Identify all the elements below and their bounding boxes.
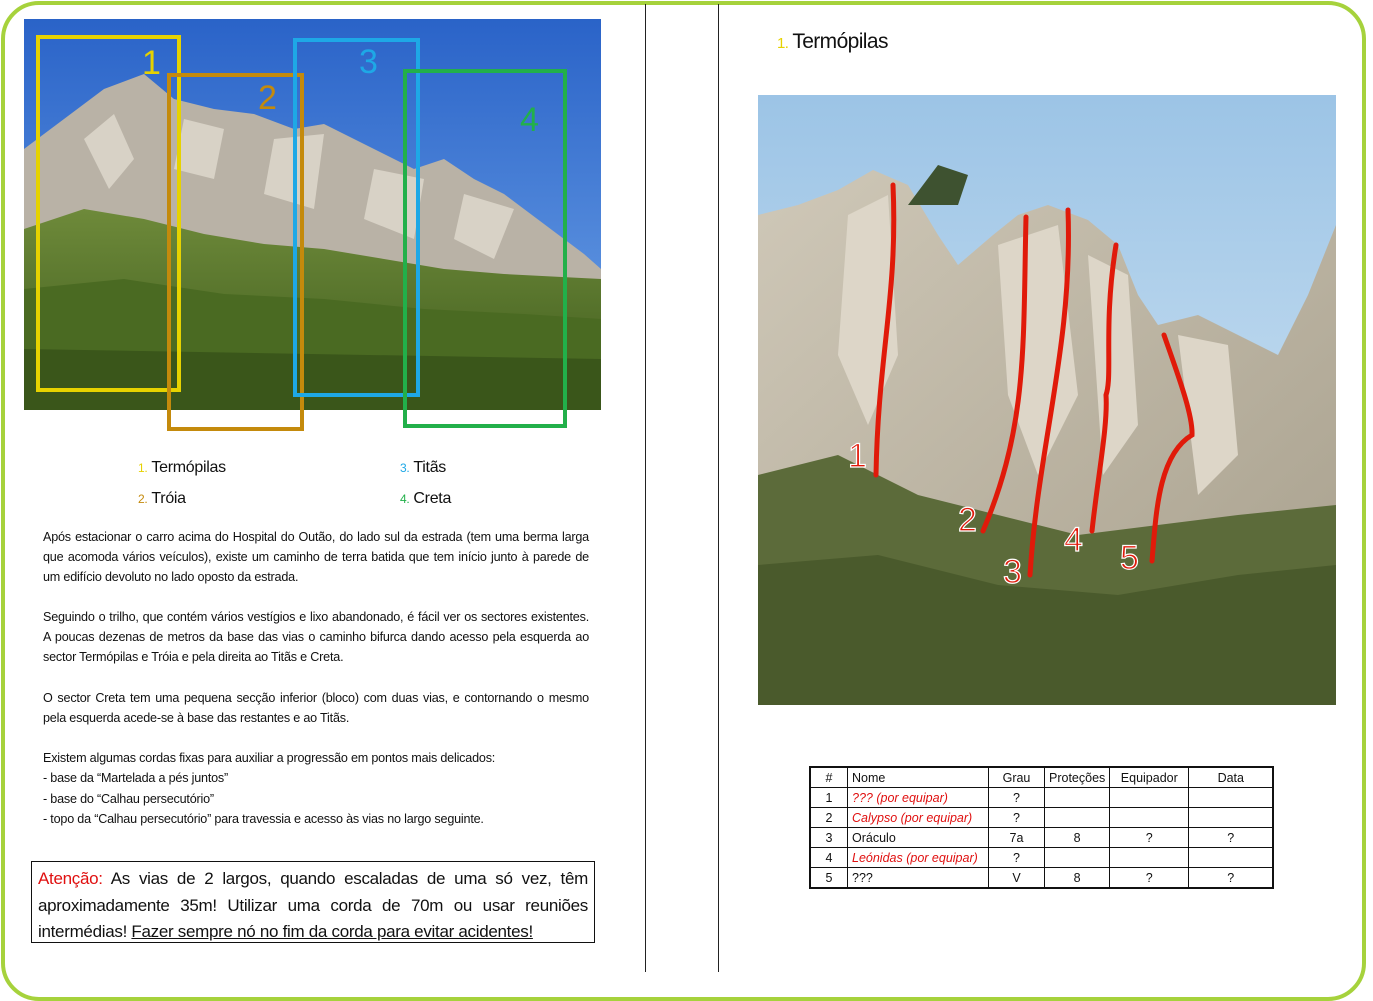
route-label-4: 4 bbox=[1064, 521, 1083, 559]
legend-titas: 3. Titãs bbox=[400, 459, 447, 476]
cell-equipper: ? bbox=[1110, 868, 1189, 889]
col-header-protections: Proteções bbox=[1045, 767, 1110, 788]
cell-grade: ? bbox=[989, 848, 1045, 868]
col-header-number: # bbox=[810, 767, 848, 788]
cell-number: 4 bbox=[810, 848, 848, 868]
table-row bbox=[810, 868, 1273, 889]
warning-label: Atenção: bbox=[38, 869, 103, 888]
legend-label: Titãs bbox=[413, 459, 447, 476]
cell-date bbox=[1189, 788, 1274, 808]
title-number: 1. bbox=[777, 35, 789, 52]
warning-box bbox=[31, 861, 595, 943]
sector-photo-label-4: 4 bbox=[520, 101, 539, 139]
warning-text: As vias de 2 largos, quando escaladas de uma só vez, têm aproximadamente 35m! Utilizar uma corda de 70m ou usar reuniões intermédias! bbox=[38, 869, 588, 941]
cell-name: Leónidas (por equipar) bbox=[848, 848, 989, 868]
legend-label: Tróia bbox=[151, 490, 186, 507]
table-row bbox=[810, 848, 1273, 868]
page-title bbox=[777, 30, 888, 54]
page-divider-left bbox=[645, 4, 646, 972]
legend-creta: 4. Creta bbox=[400, 490, 452, 507]
paragraph-trail: Seguindo o trilho, que contém vários vestígios e lixo abandonado, é fácil ver os sectores existentes. A poucas dezenas de metros da base das vias o caminho bifurca dando acesso pela esquerda ao sector Termópilas e Tróia e pela direita ao Titãs e Creta. bbox=[43, 610, 589, 664]
cell-number: 3 bbox=[810, 828, 848, 848]
sector-box-termopilas bbox=[36, 35, 181, 392]
cell-equipper: ? bbox=[1110, 828, 1189, 848]
cell-date: ? bbox=[1189, 868, 1274, 889]
table-row bbox=[810, 808, 1273, 828]
termopilas-topo-photo bbox=[758, 95, 1336, 705]
cell-grade: 7a bbox=[989, 828, 1045, 848]
route-label-3: 3 bbox=[1003, 553, 1022, 591]
cell-protections bbox=[1045, 788, 1110, 808]
sector-box-troia bbox=[167, 73, 304, 431]
cell-number: 5 bbox=[810, 868, 848, 889]
cell-protections: 8 bbox=[1045, 828, 1110, 848]
col-header-grade: Grau bbox=[989, 767, 1045, 788]
route-label-1: 1 bbox=[848, 437, 867, 475]
col-header-equipper: Equipador bbox=[1110, 767, 1189, 788]
cell-name: Calypso (por equipar) bbox=[848, 808, 989, 828]
sector-box-titas bbox=[293, 38, 420, 397]
fixed-ropes-list bbox=[43, 768, 484, 830]
cell-name: ??? bbox=[848, 868, 989, 889]
cell-grade: V bbox=[989, 868, 1045, 889]
list-item: - topo da “Calhau persecutório” para travessia e acesso às vias no largo seguinte. bbox=[43, 812, 484, 826]
cell-equipper bbox=[1110, 808, 1189, 828]
title-text: Termópilas bbox=[792, 30, 888, 53]
cell-date bbox=[1189, 808, 1274, 828]
cell-date bbox=[1189, 848, 1274, 868]
cell-number: 1 bbox=[810, 788, 848, 808]
route-label-5: 5 bbox=[1120, 539, 1139, 577]
cell-equipper bbox=[1110, 848, 1189, 868]
cell-name: ??? (por equipar) bbox=[848, 788, 989, 808]
legend-termopilas: 1. Termópilas bbox=[138, 459, 226, 476]
cell-protections bbox=[1045, 848, 1110, 868]
table-row bbox=[810, 828, 1273, 848]
table-header-row bbox=[810, 767, 1273, 788]
legend-troia: 2. Tróia bbox=[138, 490, 186, 507]
paragraph-access: Após estacionar o carro acima do Hospital do Outão, do lado sul da estrada (tem uma berma larga que acomoda vários veículos), existe um caminho de terra batida que tem início junto à parede de um edifício devoluto no lado oposto da estrada. bbox=[43, 530, 589, 584]
sector-photo-label-2: 2 bbox=[258, 79, 277, 117]
list-item: - base da “Martelada a pés juntos” bbox=[43, 771, 229, 785]
page-divider-right bbox=[718, 4, 719, 972]
sector-box-creta bbox=[403, 69, 567, 428]
cell-date: ? bbox=[1189, 828, 1274, 848]
legend-label: Creta bbox=[413, 490, 452, 507]
cell-number: 2 bbox=[810, 808, 848, 828]
sector-photo-label-1: 1 bbox=[142, 44, 161, 82]
legend-label: Termópilas bbox=[151, 459, 226, 476]
col-header-date: Data bbox=[1189, 767, 1274, 788]
col-header-name: Nome bbox=[848, 767, 989, 788]
cell-protections bbox=[1045, 808, 1110, 828]
cell-protections: 8 bbox=[1045, 868, 1110, 889]
paragraph-ropes: Existem algumas cordas fixas para auxiliar a progressão em pontos mais delicados: bbox=[43, 751, 496, 765]
cell-name: Oráculo bbox=[848, 828, 989, 848]
cell-grade: ? bbox=[989, 788, 1045, 808]
cell-grade: ? bbox=[989, 808, 1045, 828]
paragraph-creta: O sector Creta tem uma pequena secção inferior (bloco) com duas vias, e contornando o mesmo pela esquerda acede-se à base das restantes e ao Titãs. bbox=[43, 691, 589, 725]
warning-emphasis: Fazer sempre nó no fim da corda para evitar acidentes! bbox=[131, 922, 533, 941]
table-row bbox=[810, 788, 1273, 808]
cell-equipper bbox=[1110, 788, 1189, 808]
sector-photo-label-3: 3 bbox=[359, 43, 378, 81]
routes-table bbox=[809, 766, 1274, 889]
list-item: - base do “Calhau persecutório” bbox=[43, 791, 214, 806]
route-label-2: 2 bbox=[958, 501, 977, 539]
